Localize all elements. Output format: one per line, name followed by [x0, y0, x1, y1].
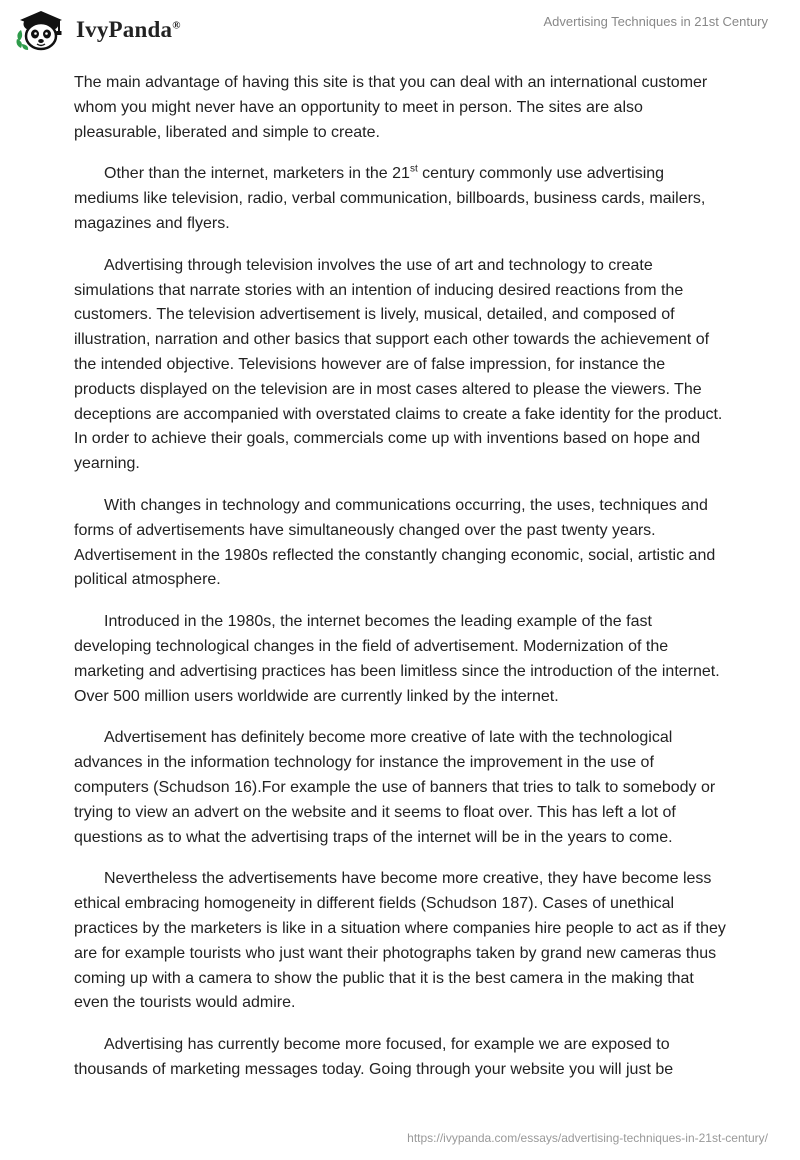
paragraph: Advertising has currently become more focused, for example we are exposed to thousands of marketing messages today. Going through your website you will just be	[74, 1036, 674, 1078]
ivypanda-logo[interactable]	[14, 8, 181, 52]
paragraph: Introduced in the 1980s, the internet becomes the leading example of the fast developing technological changes in the field of advertisement. Modernization of the marketing and advertising practices has been limitless since the introduction of the internet. Over 500 million users worldwide are currently linked by the internet.	[74, 613, 720, 705]
paragraph: Nevertheless the advertisements have become more creative, they have become less ethical embracing homogeneity in different fields (Schudson 187). Cases of unethical practices by the marketers is like in a situation where companies hire people to act as if they are for example tourists who just want their photographs taken by grand new cameras thus coming up with a camera to show the public that it is the best camera in the making that even the tourists would admire.	[74, 870, 726, 1012]
footer-url[interactable]: https://ivypanda.com/essays/advertising-techniques-in-21st-century/	[407, 1131, 768, 1145]
essay-body	[74, 71, 730, 1100]
brand-name: IvyPanda®	[76, 17, 181, 42]
paragraph: Advertisement has definitely become more creative of late with the technological advances in the information technology for instance the improvement in the use of computers (Schudson 16).For example the use of banners that tries to talk to somebody or trying to view an advert on the website and it seems to float over. This has left a lot of questions as to what the advertising traps of the internet will be in the years to come.	[74, 729, 716, 846]
ivypanda-logo-icon	[14, 8, 72, 52]
paragraph: With changes in technology and communications occurring, the uses, techniques and forms of advertisements have simultaneously changed over the past twenty years. Advertisement in the 1980s reflected the constantly changing economic, social, artistic and political atmosphere.	[74, 496, 716, 589]
page-header	[0, 0, 800, 70]
paragraph: The main advantage of having this site is that you can deal with an international customer whom you might never have an opportunity to meet in person. The sites are also pleasurable, liberated and simple to create.	[74, 74, 708, 141]
paragraph: Advertising through television involves the use of art and technology to create simulations that narrate stories with an intention of inducing desired reactions from the customers. The television advertisement is lively, musical, detailed, and composed of illustration, narration and other basics that support each other towards the achievement of the intended objective. Televisions however are of false impression, for instance the products displayed on the television are in most cases altered to please the viewers. The deceptions are accompanied with overstated claims to create a fake identity for the product. In order to achieve their goals, commercials come up with inventions based on hope and yearning.	[74, 256, 723, 473]
paragraph: Other than the internet, marketers in the 21st century commonly use advertising mediums like television, radio, verbal communication, billboards, business cards, mailers, magazines and flyers.	[74, 164, 706, 232]
document-title: Advertising Techniques in 21st Century	[543, 14, 768, 29]
